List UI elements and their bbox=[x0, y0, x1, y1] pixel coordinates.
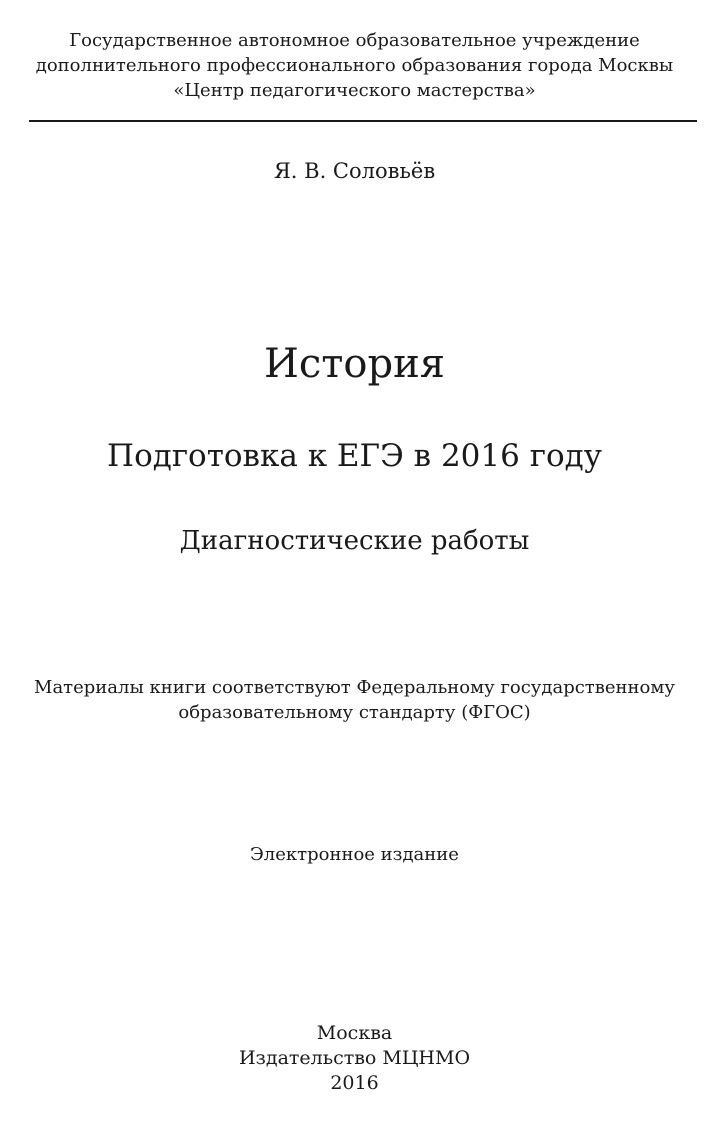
author-name: Я. В. Соловьёв bbox=[273, 159, 436, 183]
imprint-publisher: Издательство МЦНМО bbox=[238, 1047, 471, 1069]
standard-note-line-2: образовательному стандарту (ФГОС) bbox=[178, 702, 531, 723]
institution-line-2: дополнительного профессионального образования города Москвы bbox=[35, 55, 674, 76]
institution-line-3: «Центр педагогического мастерства» bbox=[173, 80, 536, 101]
book-subtitle: Подготовка к ЕГЭ в 2016 году bbox=[107, 438, 602, 474]
standard-note-line-1: Материалы книги соответствуют Федеральному государственному bbox=[34, 677, 675, 698]
book-subtitle-secondary: Диагностические работы bbox=[179, 526, 530, 556]
institution-header bbox=[0, 28, 709, 103]
header-divider bbox=[29, 120, 697, 122]
imprint bbox=[0, 1021, 709, 1096]
institution-line-1: Государственное автономное образовательное учреждение bbox=[69, 30, 640, 51]
imprint-city: Москва bbox=[316, 1022, 393, 1044]
standard-compliance-note bbox=[0, 675, 709, 725]
book-title: История bbox=[264, 341, 445, 387]
edition-label: Электронное издание bbox=[250, 844, 459, 865]
imprint-year: 2016 bbox=[330, 1072, 379, 1094]
